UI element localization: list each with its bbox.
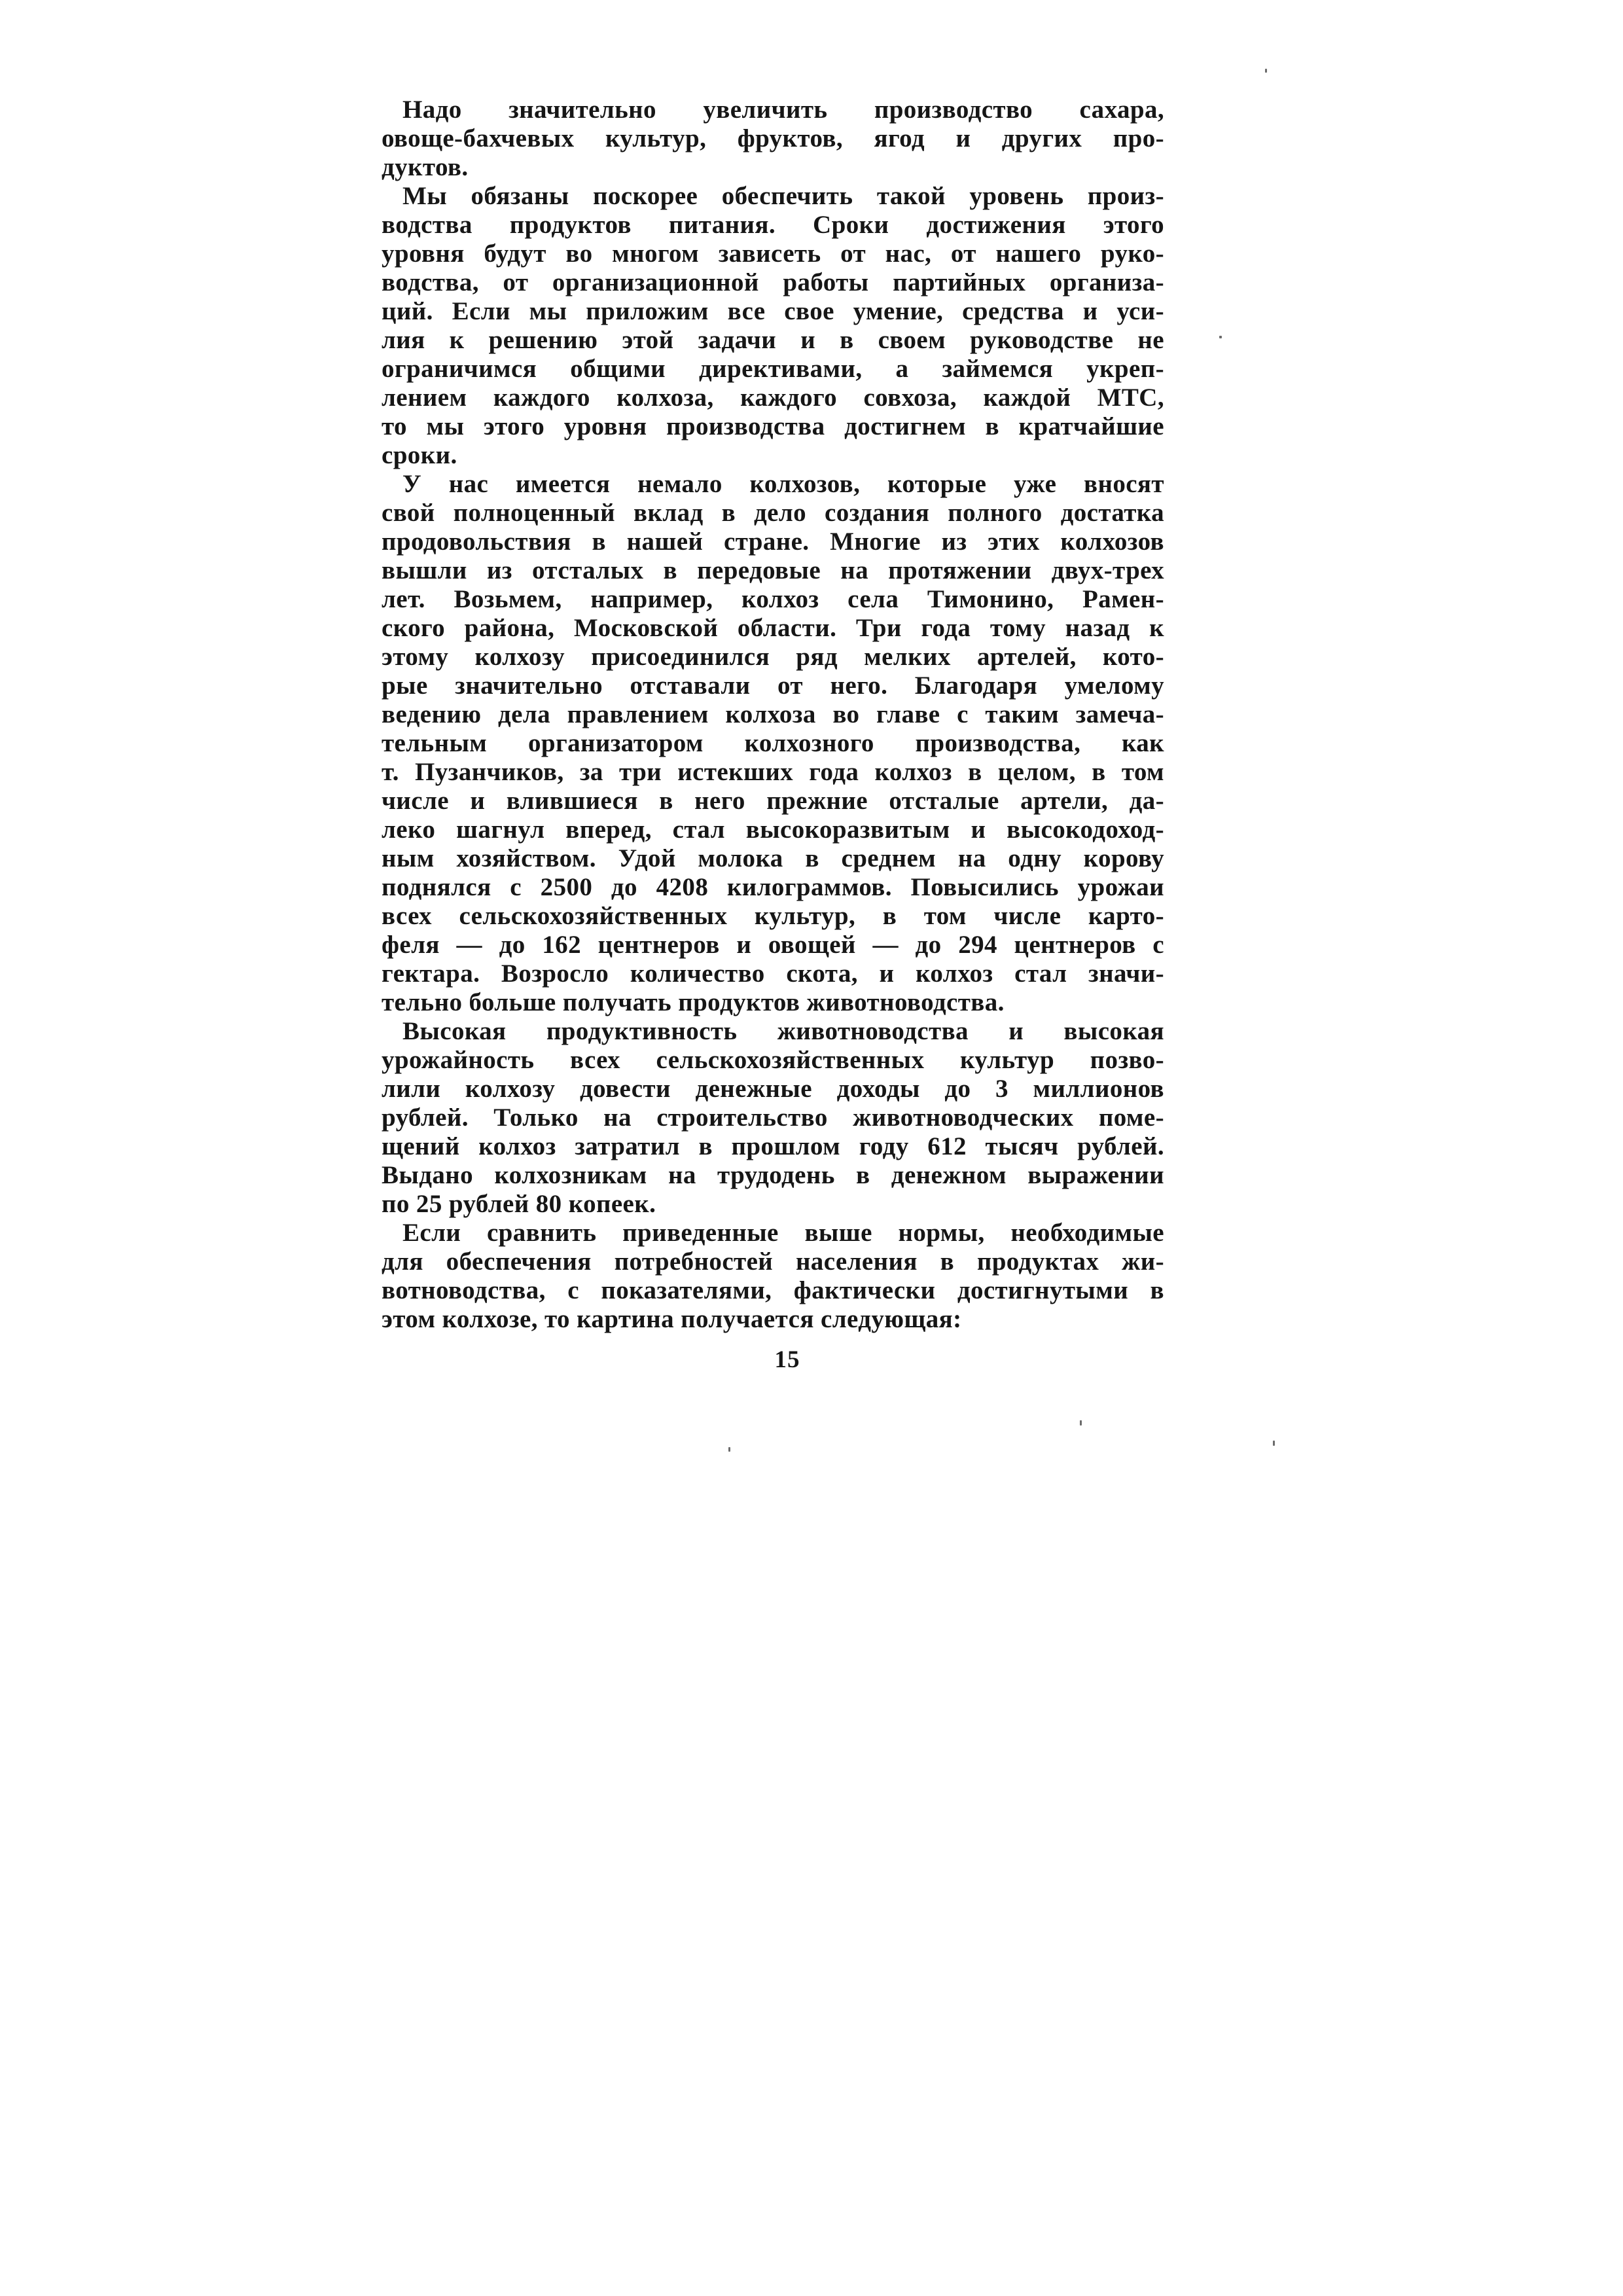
text-line: тельным организатором колхозного производства, как	[382, 729, 1164, 757]
page-number: 15	[774, 1346, 800, 1373]
text-line: вотноводства, с показателями, фактически достигнутыми в	[382, 1276, 1164, 1304]
text-line: для обеспечения потребностей населения в продуктах жи-	[382, 1247, 1164, 1276]
text-line: лия к решению этой задачи и в своем руководстве не	[382, 326, 1164, 354]
text-line: У нас имеется немало колхозов, которые уже вносят	[402, 470, 1164, 498]
text-line: феля — до 162 центнеров и овощей — до 294 центнеров с	[382, 931, 1164, 959]
text-line: лили колхозу довести денежные доходы до 3 миллионов	[382, 1075, 1164, 1103]
text-line: рые значительно отставали от него. Благодаря умелому	[382, 672, 1164, 700]
text-line: леко шагнул вперед, стал высокоразвитым и высокодоход-	[382, 816, 1164, 844]
scan-speck	[1265, 69, 1267, 73]
text-line: числе и влившиеся в него прежние отсталые артели, да-	[382, 787, 1164, 815]
text-line: ограничимся общими директивами, а займемся укреп-	[382, 355, 1164, 383]
text-line: свой полноценный вклад в дело создания полного достатка	[382, 499, 1164, 527]
text-line: ведению дела правлением колхоза во главе с таким замеча-	[382, 700, 1164, 728]
text-line: Высокая продуктивность животноводства и высокая	[402, 1017, 1164, 1045]
text-line: водства, от организационной работы партийных организа-	[382, 268, 1164, 296]
paragraph-4	[382, 1017, 1164, 1219]
text-line: вышли из отсталых в передовые на протяжении двух-трех	[382, 556, 1164, 584]
text-line: Мы обязаны поскорее обеспечить такой уровень произ-	[402, 182, 1164, 210]
text-line: тельно больше получать продуктов животноводства.	[382, 988, 1005, 1016]
text-line: ным хозяйством. Удой молока в среднем на одну корову	[382, 844, 1164, 872]
text-line: ций. Если мы приложим все свое умение, средства и уси-	[382, 297, 1164, 325]
text-line: гектара. Возросло количество скота, и колхоз стал значи-	[382, 960, 1164, 988]
text-line: то мы этого уровня производства достигнем в кратчайшие	[382, 412, 1164, 440]
paragraph-2	[382, 182, 1164, 470]
text-line: этому колхозу присоединился ряд мелких артелей, кото-	[382, 643, 1164, 671]
paragraph-1	[382, 96, 1164, 182]
text-line: этом колхозе, то картина получается следующая:	[382, 1305, 962, 1333]
text-line: Надо значительно увеличить производство сахара,	[402, 96, 1164, 124]
scan-speck	[728, 1447, 730, 1452]
text-line: дуктов.	[382, 153, 469, 181]
text-line: Если сравнить приведенные выше нормы, необходимые	[402, 1219, 1164, 1247]
text-line: водства продуктов питания. Сроки достижения этого	[382, 211, 1164, 239]
scan-speck	[1080, 1420, 1082, 1426]
scan-speck	[1273, 1441, 1275, 1446]
text-line: по 25 рублей 80 копеек.	[382, 1190, 656, 1218]
text-line: продовольствия в нашей стране. Многие из этих колхозов	[382, 528, 1164, 556]
paragraph-5	[382, 1219, 1164, 1334]
text-line: всех сельскохозяйственных культур, в том числе карто-	[382, 902, 1164, 930]
text-line: овоще-бахчевых культур, фруктов, ягод и других про-	[382, 124, 1164, 152]
text-line: лет. Возьмем, например, колхоз села Тимонино, Рамен-	[382, 585, 1164, 613]
text-line: поднялся с 2500 до 4208 килограммов. Повысились урожаи	[382, 873, 1164, 901]
text-line: Выдано колхозникам на трудодень в денежном выражении	[382, 1161, 1164, 1189]
text-line: уровня будут во многом зависеть от нас, от нашего руко-	[382, 240, 1164, 268]
body-text	[382, 96, 1164, 1334]
text-line: щений колхоз затратил в прошлом году 612 тысяч рублей.	[382, 1132, 1164, 1160]
text-line: урожайность всех сельскохозяйственных культур позво-	[382, 1046, 1164, 1074]
text-line: ского района, Московской области. Три года тому назад к	[382, 614, 1164, 642]
text-line: сроки.	[382, 441, 457, 469]
paragraph-3	[382, 470, 1164, 1017]
text-line: т. Пузанчиков, за три истекших года колхоз в целом, в том	[382, 758, 1164, 786]
text-line: лением каждого колхоза, каждого совхоза, каждой МТС,	[382, 384, 1164, 412]
scan-speck	[1219, 336, 1222, 338]
text-line: рублей. Только на строительство животноводческих поме-	[382, 1103, 1164, 1132]
